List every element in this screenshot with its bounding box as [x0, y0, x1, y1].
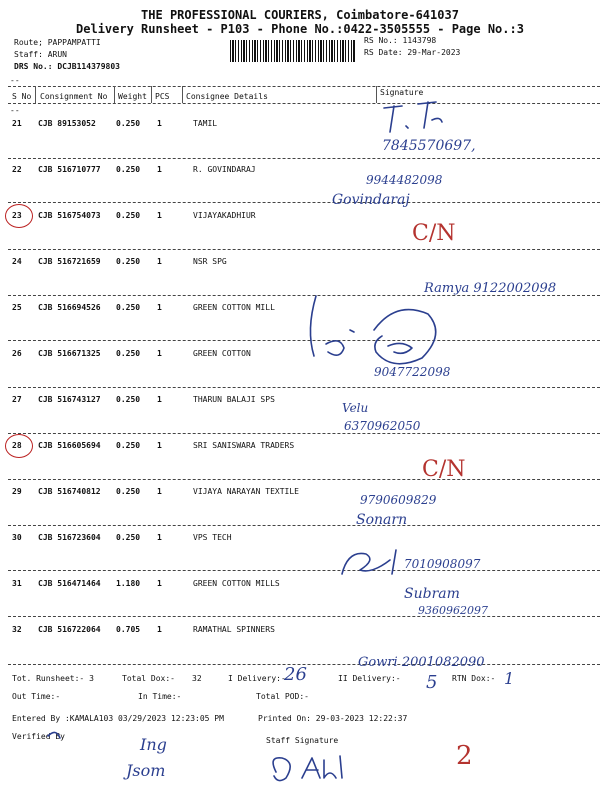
ii-delivery-label: II Delivery:- — [338, 674, 401, 683]
row-pcs: 1 — [157, 165, 162, 174]
row-consignment: CJB 516694526 — [38, 303, 101, 312]
row-pcs: 1 — [157, 579, 162, 588]
row-pcs: 1 — [157, 349, 162, 358]
row-consignment: CJB 516722064 — [38, 625, 101, 634]
row-weight: 0.705 — [116, 625, 141, 634]
red-circle-mark — [5, 434, 33, 458]
rtn-dox-label: RTN Dox:- — [452, 674, 496, 683]
sig-phone-30: 7010908097 — [404, 557, 481, 571]
sig-name-29: Sonarn — [356, 512, 408, 528]
header-top-rule — [8, 86, 600, 87]
row-consignment: CJB 89153052 — [38, 119, 96, 128]
row-pcs: 1 — [157, 303, 162, 312]
table-row — [0, 165, 600, 211]
row-consignee: GREEN COTTON MILLS — [193, 579, 280, 588]
row-weight: 0.250 — [116, 533, 141, 542]
drs-number: DRS No.: DCJB114379803 — [14, 62, 120, 71]
out-time: Out Time:- — [12, 692, 61, 701]
in-time: In Time:- — [138, 692, 182, 701]
row-weight: 0.250 — [116, 303, 141, 312]
row-consignee: SRI SANISWARA TRADERS — [193, 441, 295, 450]
col-divider — [182, 86, 183, 103]
row-consignee: TAMIL — [193, 119, 218, 128]
row-consignment: CJB 516605694 — [38, 441, 101, 450]
row-consignee: THARUN BALAJI SPS — [193, 395, 275, 404]
dash-mark: -- — [10, 106, 20, 115]
svg-text:Ing: Ing — [140, 735, 167, 754]
row-sno: 24 — [12, 257, 22, 266]
row-sno: 22 — [12, 165, 22, 174]
sig-name-27: Velu — [342, 401, 369, 415]
row-weight: 0.250 — [116, 257, 141, 266]
sig-name-31: Subram — [404, 586, 460, 602]
row-sno: 26 — [12, 349, 22, 358]
rtn-dox-value — [502, 664, 522, 690]
row-pcs: 1 — [157, 257, 162, 266]
col-sno-header: S No — [12, 92, 32, 101]
col-weight-header: Weight — [118, 92, 147, 101]
row-consignee: RAMATHAL SPINNERS — [193, 625, 275, 634]
i-delivery-label: I Delivery:- — [228, 674, 286, 683]
row-sno: 23 — [12, 211, 22, 220]
sig-row-24: Ramya 9122002098 — [424, 281, 557, 296]
row-consignment: CJB 516740812 — [38, 487, 101, 496]
row-pcs: 1 — [157, 441, 162, 450]
row-consignment: CJB 516671325 — [38, 349, 101, 358]
i-delivery-value — [282, 660, 322, 688]
row-consignment: CJB 516754073 — [38, 211, 101, 220]
runsheet-title: Delivery Runsheet - P103 - Phone No.:0422-3505555 - Page No.:3 — [76, 22, 524, 36]
sig-phone-22: 9944482098 — [366, 173, 443, 187]
sig-row-32: Gowri 2001082090 — [358, 655, 485, 670]
row-sno: 29 — [12, 487, 22, 496]
row-sno: 31 — [12, 579, 22, 588]
total-dox-value: 32 — [192, 674, 202, 683]
signature-row-25-26 — [296, 290, 476, 390]
verified-by: Verified By — [12, 732, 65, 741]
col-consignment-header: Consignment No — [40, 92, 108, 101]
verified-by-signature — [40, 726, 167, 786]
svg-text:Jsom: Jsom — [126, 761, 166, 780]
col-pcs-header: PCS — [155, 92, 170, 101]
row-consignment: CJB 516721659 — [38, 257, 101, 266]
row-weight: 0.250 — [116, 211, 141, 220]
row-weight: 0.250 — [116, 441, 141, 450]
sig-phone-27: 6370962050 — [344, 419, 421, 433]
company-title: THE PROFESSIONAL COURIERS, Coimbatore-641037 — [141, 8, 459, 22]
signature-row-30 — [336, 540, 526, 584]
row-consignee: GREEN COTTON — [193, 349, 251, 358]
rs-date: RS Date: 29-Mar-2023 — [364, 48, 461, 57]
barcode — [230, 40, 356, 62]
row-weight: 0.250 — [116, 395, 141, 404]
row-consignee: VIJAYA NARAYAN TEXTILE — [193, 487, 299, 496]
row-weight: 0.250 — [116, 487, 141, 496]
table-row — [0, 211, 600, 257]
row-weight: 1.180 — [116, 579, 141, 588]
cn-text-23: C/N — [412, 221, 456, 246]
signature-row-22 — [330, 168, 490, 212]
staff-label: Staff: ARUN — [14, 50, 67, 59]
row-rule — [8, 158, 600, 159]
table-row — [0, 487, 600, 533]
row-rule — [8, 433, 600, 434]
row-weight: 0.250 — [116, 119, 141, 128]
cn-mark-23 — [410, 214, 480, 248]
cn-text-28: C/N — [422, 457, 466, 482]
row-sno: 27 — [12, 395, 22, 404]
row-consignee: VIJAYAKADHIUR — [193, 211, 256, 220]
cn-mark-28 — [420, 450, 500, 484]
row-sno: 32 — [12, 625, 22, 634]
sig-phone-26: 9047722098 — [374, 365, 451, 379]
signature-row-32 — [356, 646, 556, 672]
row-sno: 28 — [12, 441, 22, 450]
row-rule — [8, 479, 600, 480]
row-weight: 0.250 — [116, 165, 141, 174]
row-rule — [8, 525, 600, 526]
row-weight: 0.250 — [116, 349, 141, 358]
sig-phone-29: 9790609829 — [360, 493, 437, 507]
rtn-handwritten — [424, 666, 454, 694]
col-divider — [35, 86, 36, 103]
route-label: Route; PAPPAMPATTI — [14, 38, 101, 47]
printed-on: Printed On: 29-03-2023 12:22:37 — [258, 714, 408, 723]
dash-mark: -- — [10, 76, 20, 85]
row-consignment: CJB 516743127 — [38, 395, 101, 404]
tot-runsheet: Tot. Runsheet:- 3 — [12, 674, 94, 683]
row-pcs: 1 — [157, 211, 162, 220]
signature-row-29 — [356, 490, 496, 532]
row-pcs: 1 — [157, 395, 162, 404]
rs-number: RS No.: 1143798 — [364, 36, 437, 45]
svg-text:1: 1 — [504, 669, 515, 688]
sig-phone-31: 9360962097 — [418, 604, 488, 617]
row-sno: 21 — [12, 119, 22, 128]
row-rule — [8, 202, 600, 203]
table-row — [0, 441, 600, 487]
signature-row-27 — [340, 398, 480, 440]
sig-phone-21: 7845570697, — [382, 138, 476, 154]
row-consignee: GREEN COTTON MILL — [193, 303, 275, 312]
row-sno: 30 — [12, 533, 22, 542]
col-signature-header: Signature — [380, 88, 424, 97]
row-pcs: 1 — [157, 533, 162, 542]
signature-row-31 — [400, 582, 530, 618]
col-divider — [151, 86, 152, 103]
total-dox-label: Total Dox:- — [122, 674, 175, 683]
table-row — [0, 395, 600, 441]
col-divider — [114, 86, 115, 103]
entered-by: Entered By :KAMALA103 03/29/2023 12:23:05 PM — [12, 714, 224, 723]
svg-text:26: 26 — [284, 664, 307, 685]
signature-row-21 — [370, 98, 550, 158]
red-circle-mark — [5, 204, 33, 228]
row-consignment: CJB 516723604 — [38, 533, 101, 542]
staff-signature-label: Staff Signature — [266, 736, 339, 745]
row-consignment: CJB 516710777 — [38, 165, 101, 174]
col-consignee-header: Consignee Details — [186, 92, 268, 101]
red-mark — [452, 736, 492, 770]
svg-text:2: 2 — [456, 741, 473, 771]
row-pcs: 1 — [157, 487, 162, 496]
svg-text:5: 5 — [426, 672, 438, 693]
total-pod: Total POD:- — [256, 692, 309, 701]
row-consignee: VPS TECH — [193, 533, 232, 542]
row-consignee: NSR SPG — [193, 257, 227, 266]
staff-signature — [266, 748, 356, 788]
row-pcs: 1 — [157, 625, 162, 634]
row-sno: 25 — [12, 303, 22, 312]
row-rule — [8, 249, 600, 250]
sig-name-22: Govindaraj — [332, 192, 410, 208]
row-consignment: CJB 516471464 — [38, 579, 101, 588]
row-consignee: R. GOVINDARAJ — [193, 165, 256, 174]
row-pcs: 1 — [157, 119, 162, 128]
